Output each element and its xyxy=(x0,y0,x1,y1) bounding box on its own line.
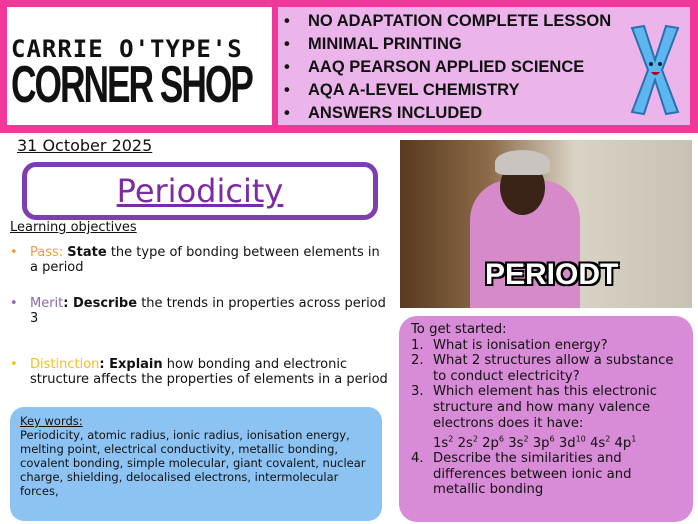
question-number: 4. xyxy=(411,451,424,467)
page-title: Periodicity xyxy=(116,172,284,210)
x-mascot-icon xyxy=(620,20,690,120)
question-text: What 2 structures allow a substance to conduct electricity? xyxy=(433,353,674,384)
logo-line2: CORNER SHOP xyxy=(11,56,252,114)
objectives-heading: Learning objectives xyxy=(10,220,137,235)
orbital: $1s^2$ xyxy=(433,434,454,451)
question-text: What is ionisation energy? xyxy=(433,337,608,353)
objective-text: the type of bonding between elements in a period xyxy=(30,245,380,275)
orbital: $3p^6$ xyxy=(532,434,555,451)
question-text: Which element has this electronic structure and how many valence electrons does it have: xyxy=(433,384,657,431)
objective-merit: • Merit: Describe the trends in properties across period 3 xyxy=(10,296,386,326)
question-number: 2. xyxy=(411,353,424,369)
get-started-box xyxy=(399,316,693,522)
orbital: $2s^2$ xyxy=(457,434,478,451)
question-text: Describe the similarities and differences between ionic and metallic bonding xyxy=(433,451,632,498)
objective-level: Merit xyxy=(30,296,64,311)
objective-pass: • Pass: State the type of bonding between elements in a period xyxy=(10,245,380,275)
meme-caption: PERIODT xyxy=(485,258,619,291)
feature-item: • MINIMAL PRINTING xyxy=(284,33,690,56)
question-item xyxy=(411,338,681,354)
orbital: $4p^1$ xyxy=(614,434,637,451)
key-words-heading: Key words: xyxy=(20,414,83,428)
orbital: $2p^6$ xyxy=(482,434,504,451)
title-box xyxy=(22,162,378,220)
objective-level: Distinction xyxy=(30,357,100,372)
question-item xyxy=(411,384,681,451)
feature-item: • AAQ PEARSON APPLIED SCIENCE xyxy=(284,56,690,79)
objective-verb: : Explain xyxy=(99,357,163,372)
objective-text: how bonding and electronic structure affects the properties of elements in a period xyxy=(30,357,388,387)
objective-level: Pass: xyxy=(30,245,64,260)
question-item xyxy=(411,353,681,384)
meme-photo xyxy=(400,140,692,308)
key-words-box xyxy=(10,407,382,521)
electron-configuration xyxy=(433,436,636,451)
shower-cap xyxy=(495,150,550,175)
orbital: $4s^2$ xyxy=(589,434,611,451)
feature-item: • NO ADAPTATION COMPLETE LESSON xyxy=(284,10,690,33)
objective-verb: : Describe xyxy=(63,296,138,311)
question-item xyxy=(411,451,681,498)
feature-item: • ANSWERS INCLUDED xyxy=(284,102,690,125)
key-words-text: Periodicity, atomic radius, ionic radius, ionisation energy, melting point, electrical conductivity, metallic bonding, covalent bonding, simple molecular, giant covalent, nuclear charge, shielding, delocalised electrons, intermolecular forces, xyxy=(20,428,366,498)
objective-verb: State xyxy=(67,245,107,260)
header-banner xyxy=(0,0,698,133)
logo xyxy=(7,7,272,125)
feature-item: • AQA A-LEVEL CHEMISTRY xyxy=(284,79,690,102)
question-number: 1. xyxy=(411,337,424,353)
get-started-heading: To get started: xyxy=(411,322,507,337)
orbital: $3d^{10}$ xyxy=(558,434,586,451)
orbital: $3s^2$ xyxy=(508,434,529,451)
objective-text: the trends in properties across period 3 xyxy=(30,296,386,326)
logo-line1: CARRIE O'TYPE'S xyxy=(11,35,243,63)
lesson-date: 31 October 2025 xyxy=(17,136,153,155)
objective-distinction: • Distinction: Explain how bonding and electronic structure affects the properties of elements in a period xyxy=(10,357,388,387)
question-number: 3. xyxy=(411,384,424,400)
